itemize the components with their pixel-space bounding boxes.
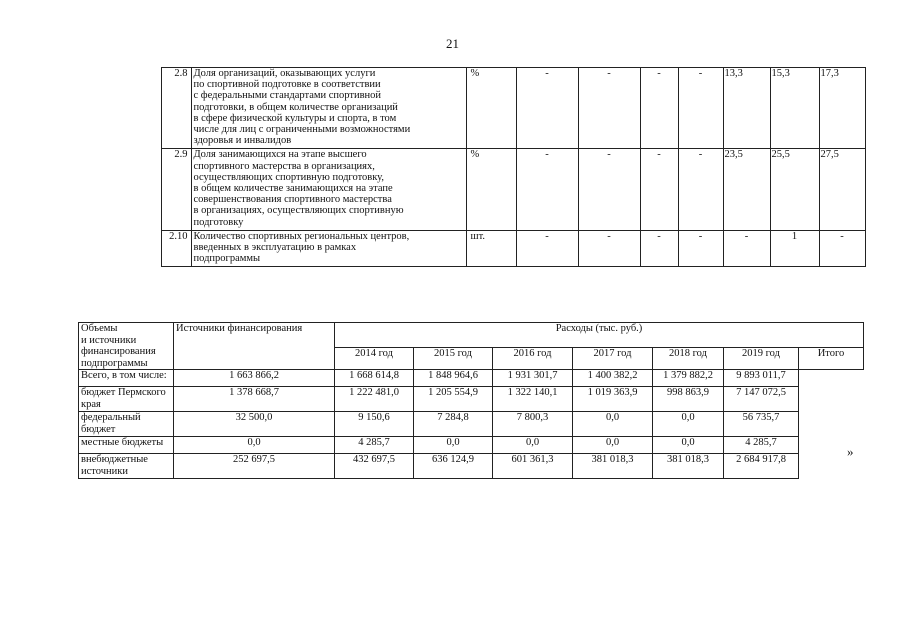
funding-value: 1 848 964,6 [414, 370, 493, 387]
funding-value: 7 284,8 [414, 412, 493, 437]
funding-value: 636 124,9 [414, 454, 493, 479]
funding-row [79, 387, 864, 412]
funding-value: 7 147 072,5 [724, 387, 799, 412]
indicator-value: - [678, 149, 723, 230]
indicator-name [191, 149, 466, 230]
indicator-unit: шт. [466, 230, 516, 267]
funding-table [78, 322, 864, 479]
indicator-number: 2.10 [161, 230, 191, 267]
indicator-value: - [819, 230, 865, 267]
funding-value: 432 697,5 [335, 454, 414, 479]
indicator-value: - [723, 230, 770, 267]
indicator-name-line: Количество спортивных региональных центров, [193, 230, 410, 242]
indicator-name-line: с федеральными стандартами спортивной [193, 90, 382, 102]
indicator-row [79, 230, 865, 267]
indicator-value: 13,3 [723, 68, 770, 149]
funding-value: 1 222 481,0 [335, 387, 414, 412]
blank-cell [79, 230, 161, 267]
funding-value: 56 735,7 [724, 412, 799, 437]
year-header: 2017 год [573, 347, 653, 369]
funding-value: 252 697,5 [174, 454, 335, 479]
indicator-value: 23,5 [723, 149, 770, 230]
indicator-value: - [640, 68, 678, 149]
indicator-name-line: подпрограммы [193, 253, 261, 265]
indicator-name-line: совершенствования спортивного мастерства [193, 194, 392, 206]
funding-value: 32 500,0 [174, 412, 335, 437]
indicator-value: 1 [770, 230, 819, 267]
funding-value: 7 800,3 [493, 412, 573, 437]
expenses-header: Расходы (тыс. руб.) [335, 323, 864, 348]
funding-value: 381 018,3 [573, 454, 653, 479]
closing-quote: » [847, 444, 854, 459]
funding-value: 9 150,6 [335, 412, 414, 437]
funding-source: внебюджетные источники [79, 454, 174, 479]
indicator-value: 27,5 [819, 149, 865, 230]
indicator-value: - [578, 230, 640, 267]
indicator-row [79, 68, 865, 149]
indicator-value: 17,3 [819, 68, 865, 149]
funding-row [79, 370, 864, 387]
indicator-name-line: Доля занимающихся на этапе высшего [193, 149, 367, 161]
funding-row [79, 454, 864, 479]
year-header: 2018 год [653, 347, 724, 369]
page-number: 21 [446, 36, 459, 51]
funding-row-header [79, 323, 174, 370]
indicator-name-line: здоровья и инвалидов [193, 135, 292, 147]
indicator-name-line: осуществляющих спортивную подготовку, [193, 171, 384, 183]
indicator-name-line: по спортивной подготовке в соответствии [193, 79, 381, 91]
funding-source: федеральный бюджет [79, 412, 174, 437]
indicator-value: - [678, 68, 723, 149]
indicator-name-line: подготовки, в общем количестве организаций [193, 101, 398, 113]
funding-row-header-line: Объемы [81, 323, 118, 334]
indicator-unit: % [466, 149, 516, 230]
funding-value: 1 668 614,8 [335, 370, 414, 387]
indicator-number: 2.9 [161, 149, 191, 230]
funding-source: Всего, в том числе: [79, 370, 174, 387]
funding-value: 1 019 363,9 [573, 387, 653, 412]
indicator-value: 15,3 [770, 68, 819, 149]
funding-value: 1 205 554,9 [414, 387, 493, 412]
indicator-value: - [678, 230, 723, 267]
indicator-unit: % [466, 68, 516, 149]
indicator-name-line: в сфере физической культуры и спорта, в том [193, 112, 397, 124]
blank-cell [79, 149, 161, 230]
funding-value: 0,0 [573, 412, 653, 437]
indicator-value: - [640, 230, 678, 267]
funding-value: 9 893 011,7 [724, 370, 799, 387]
indicator-name [191, 230, 466, 267]
indicator-name-line: Доля организаций, оказывающих услуги [193, 68, 376, 79]
year-header: 2016 год [493, 347, 573, 369]
funding-value: 0,0 [493, 437, 573, 454]
funding-value: 0,0 [653, 437, 724, 454]
indicator-value: - [516, 68, 578, 149]
indicator-value: - [640, 149, 678, 230]
funding-value: 998 863,9 [653, 387, 724, 412]
indicator-number: 2.8 [161, 68, 191, 149]
indicator-name-line: числе для лиц с ограниченными возможностями [193, 124, 411, 136]
funding-source: местные бюджеты [79, 437, 174, 454]
funding-value: 0,0 [653, 412, 724, 437]
year-header: 2014 год [335, 347, 414, 369]
funding-row-header-line: финансирования [81, 346, 156, 357]
total-header: Итого [799, 347, 864, 369]
funding-source: бюджет Пермского края [79, 387, 174, 412]
funding-value: 1 400 382,2 [573, 370, 653, 387]
funding-value: 1 378 668,7 [174, 387, 335, 412]
funding-value: 381 018,3 [653, 454, 724, 479]
funding-value: 601 361,3 [493, 454, 573, 479]
funding-value: 4 285,7 [335, 437, 414, 454]
indicator-value: - [516, 149, 578, 230]
indicator-value: - [578, 68, 640, 149]
funding-row [79, 437, 864, 454]
indicator-value: - [578, 149, 640, 230]
funding-value: 1 663 866,2 [174, 370, 335, 387]
year-header: 2015 год [414, 347, 493, 369]
funding-value: 0,0 [174, 437, 335, 454]
funding-value: 4 285,7 [724, 437, 799, 454]
indicator-name-line: введенных в эксплуатацию в рамках [193, 241, 357, 253]
year-header: 2019 год [724, 347, 799, 369]
funding-value: 0,0 [414, 437, 493, 454]
indicator-value: - [516, 230, 578, 267]
indicator-name-line: подготовку [193, 216, 244, 228]
funding-value: 2 684 917,8 [724, 454, 799, 479]
sources-header: Источники финансирования [174, 323, 335, 370]
funding-value: 0,0 [573, 437, 653, 454]
funding-value: 1 322 140,1 [493, 387, 573, 412]
indicator-name-line: спортивного мастерства в организациях, [193, 160, 375, 172]
funding-row [79, 412, 864, 437]
funding-value: 1 379 882,2 [653, 370, 724, 387]
indicator-name-line: в организациях, осуществляющих спортивную [193, 205, 404, 217]
funding-value: 1 931 301,7 [493, 370, 573, 387]
indicator-name [191, 68, 466, 149]
blank-cell [79, 68, 161, 149]
indicator-value: 25,5 [770, 149, 819, 230]
indicator-row [79, 149, 865, 230]
funding-row-header-line: и источники [81, 334, 137, 346]
funding-row-header-line: подпрограммы [81, 357, 148, 369]
indicators-table [79, 67, 866, 267]
indicator-name-line: в общем количестве занимающихся на этапе [193, 183, 393, 194]
